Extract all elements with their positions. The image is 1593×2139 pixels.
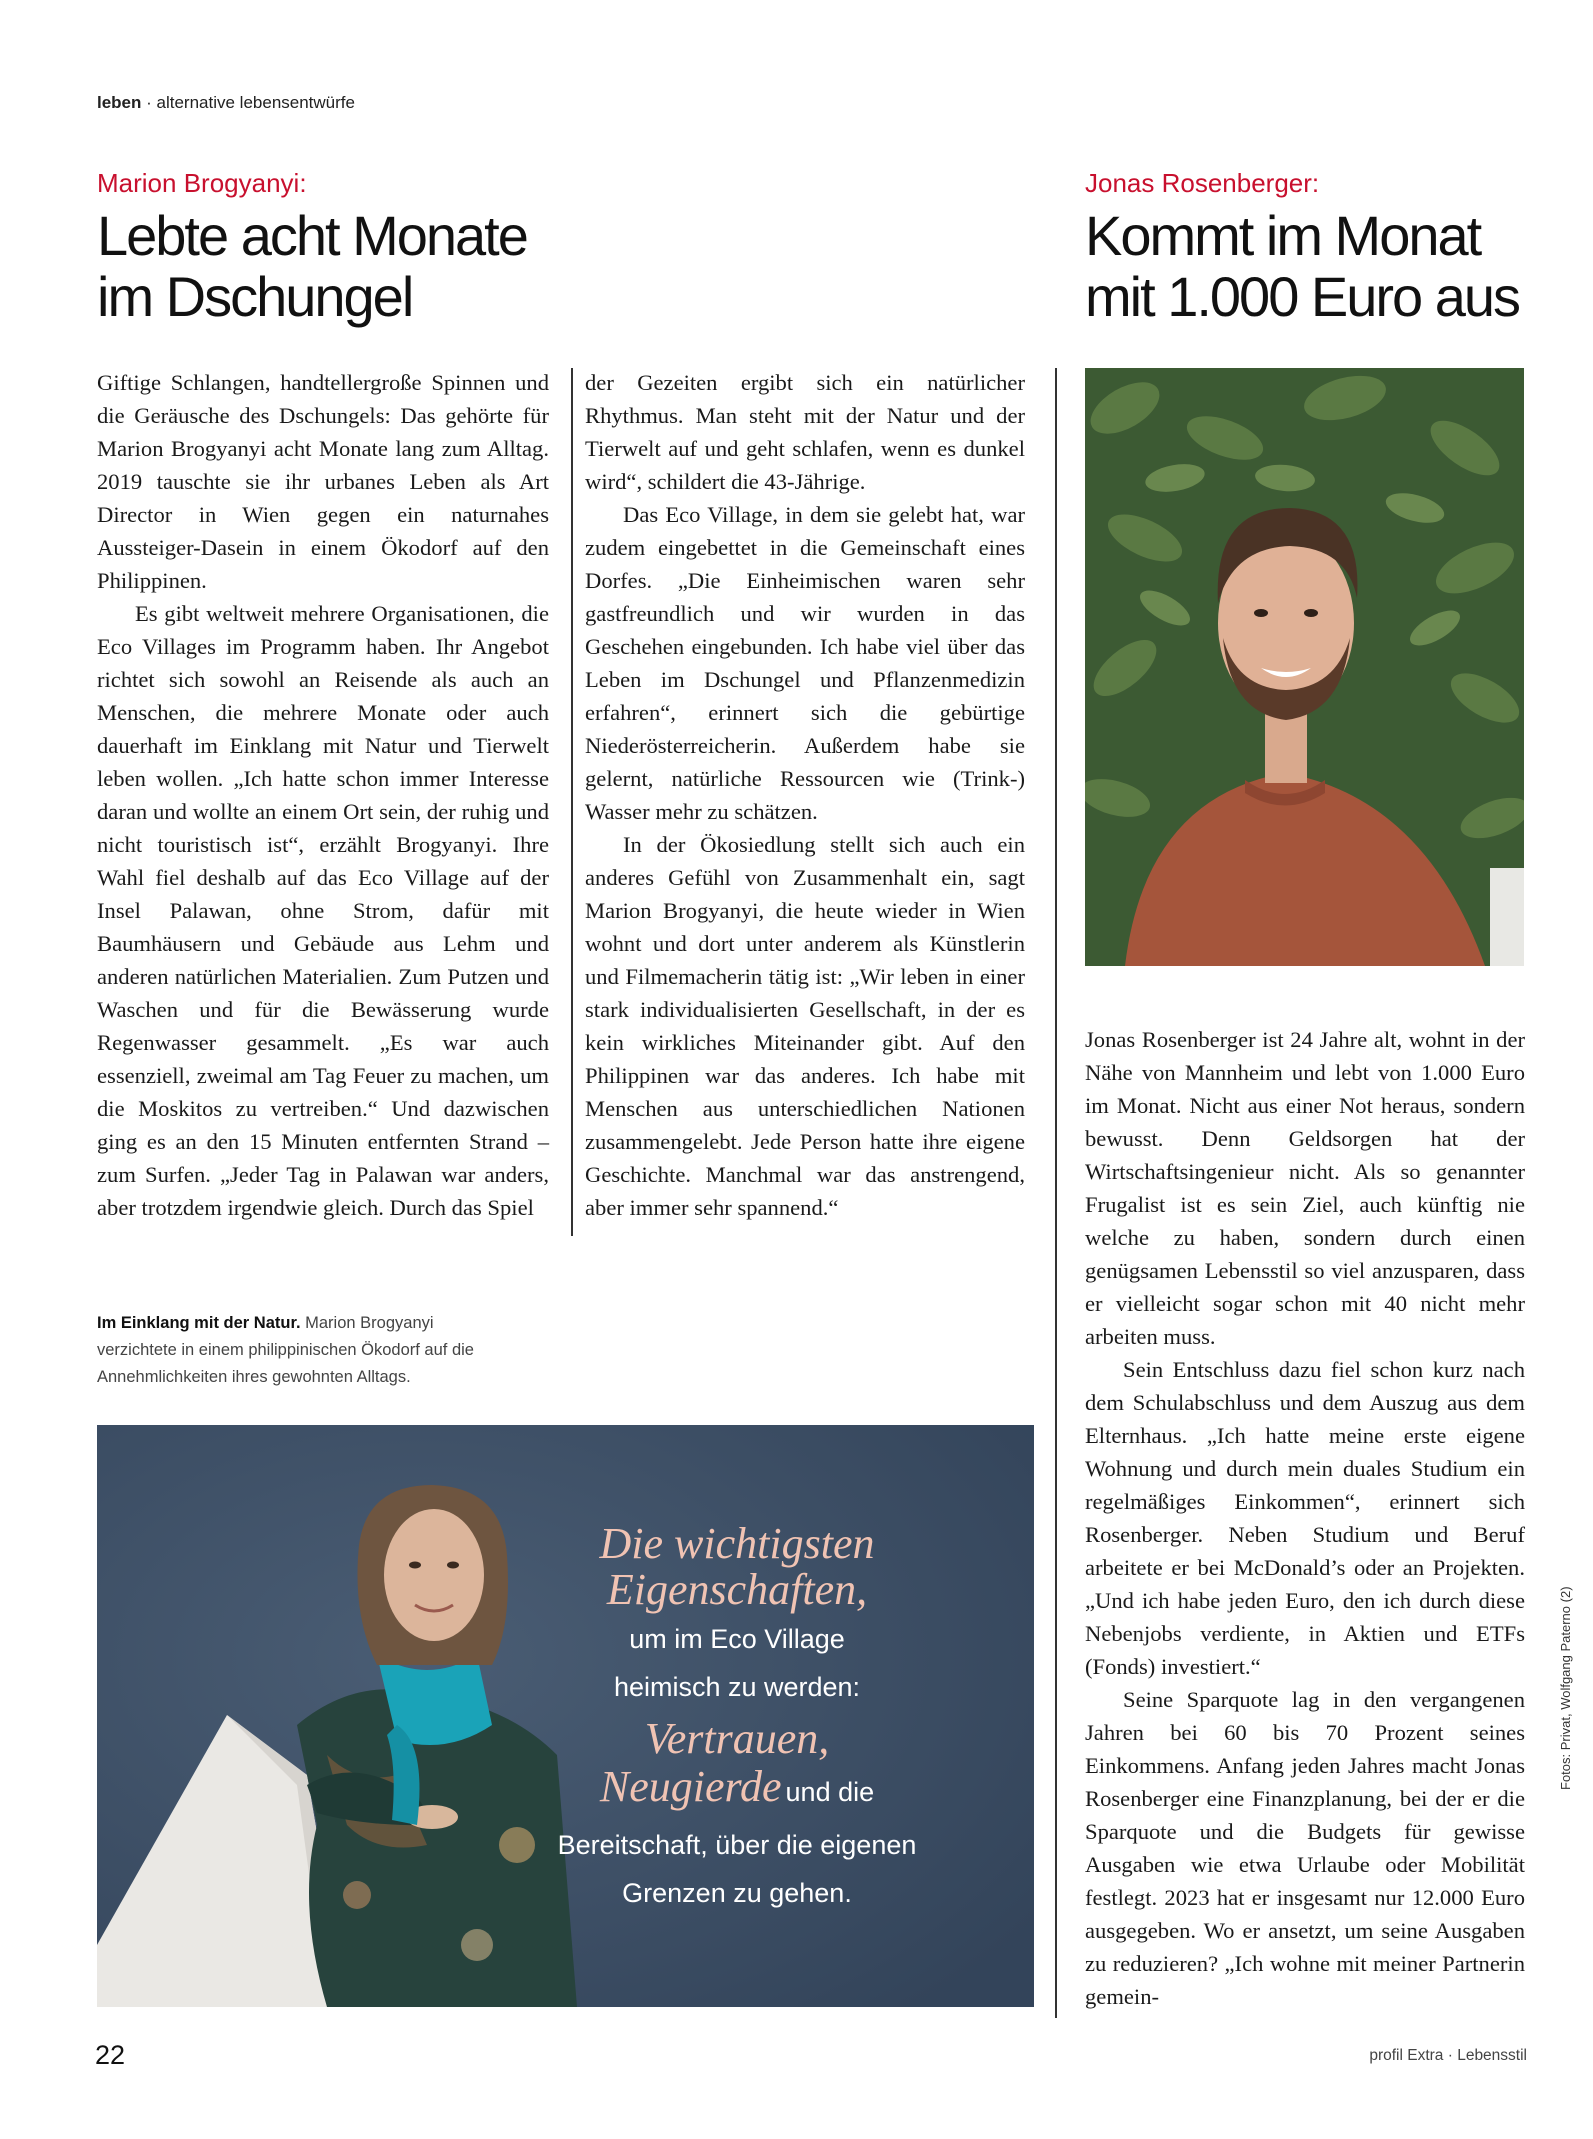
quote-line5: Vertrauen,	[644, 1714, 830, 1763]
left-kicker: Marion Brogyanyi:	[97, 168, 307, 198]
left-headline-line1: Lebte acht Monate	[97, 204, 527, 267]
left-column-2	[585, 366, 1025, 1224]
quote-line4: heimisch zu werden:	[613, 1672, 861, 1702]
quote-line2: Eigenschaften,	[606, 1565, 868, 1614]
paragraph: Seine Sparquote lag in den vergangenen Jahren bei 60 bis 70 Prozent seines Einkommens. Anfang jeden Jahres macht Jonas Rosenberger eine Finanzplanung, bei der er die Sparquote und die Budgets für gewisse Ausgaben wie etwa Urlaube oder Mobilität festlegt. 2023 hat er insgesamt nur 12.000 Euro ausgegeben. Wo er ansetzt, um seine Ausgaben zu reduzieren? „Ich wohne mit meiner Partnerin gemein-	[1085, 1687, 1525, 2009]
quote-line8: Grenzen zu gehen.	[622, 1878, 852, 1908]
left-story-header	[97, 168, 527, 327]
caption-bold: Im Einklang mit der Natur.	[97, 1314, 301, 1332]
paragraph: In der Ökosiedlung stellt sich auch ein anderes Gefühl von Zusammenhalt ein, sagt Marion Brogyanyi, die heute wieder in Wien wohnt und dort unter anderem als Künstlerin und Filmemacherin tätig ist: „Wir leben in einer stark individualisierten Gesellschaft, in der es kein wirkliches Miteinander gibt. Auf den Philippinen war das anderes. Ich habe mit Menschen aus unterschiedlichen Nationen zusammengelebt. Jede Person hatte ihre eigene Geschichte. Manchmal war das anstrengend, aber immer sehr spannend.“	[585, 832, 1025, 1220]
paragraph: Jonas Rosenberger ist 24 Jahre alt, wohnt in der Nähe von Mannheim und lebt von 1.000 Euro im Monat. Nicht aus einer Not heraus, sondern bewusst. Denn Geldsorgen hat der Wirtschaftsingenieur nicht. Als so genannter Frugalist ist es sein Ziel, auch künftig nie welche zu haben, sondern durch einen genügsamen Lebensstil so viel anzusparen, dass er vielleicht sogar schon mit 40 nicht mehr arbeiten muss.	[1085, 1027, 1525, 1349]
jonas-portrait-image	[1085, 368, 1524, 966]
right-headline-line1: Kommt im Monat	[1085, 204, 1481, 267]
paragraph: Sein Entschluss dazu fiel schon kurz nach dem Schulabschluss und dem Auszug aus dem Elternhaus. „Ich hatte meine erste eigene Wohnung und durch mein duales Studium ein regelmäßiges Einkommen“, erinnert sich Rosenberger. Neben Studium und Beruf arbeitete er bei McDonald’s oder an Projekten. „Und ich habe jeden Euro, den ich durch diese Nebenjobs verdiente, in Aktien und ETFs (Fonds) investiert.“	[1085, 1357, 1525, 1679]
quote-line1: Die wichtigsten	[599, 1519, 875, 1568]
paragraph: Es gibt weltweit mehrere Organisationen, die Eco Villages im Programm haben. Ihr Angebot richtet sich sowohl an Reisende als auch an Menschen, die mehrere Monate oder auch dauerhaft im Einklang mit Natur und Tierwelt leben wollen. „Ich hatte schon immer Interesse daran und wollte an einem Ort sein, der ruhig und nicht touristisch ist“, erzählt Brogyanyi. Ihre Wahl fiel deshalb auf das Eco Village auf der Insel Palawan, ohne Strom, dafür mit Baumhäusern und Gebäude aus Lehm und anderen natürlichen Materialien. Zum Putzen und Waschen und für die Bewässerung wurde Regenwasser gesammelt. „Es war auch essenziell, zweimal am Tag Feuer zu machen, um die Moskitos zu vertreiben.“ Und dazwischen ging es an den 15 Minuten entfernten Strand – zum Surfen. „Jeder Tag in Palawan war anders, aber trotzdem irgendwie gleich. Durch das Spiel	[97, 601, 549, 1220]
quote-line6b: und die	[785, 1777, 875, 1807]
photo-caption	[97, 1310, 507, 1391]
paragraph: Giftige Schlangen, handtellergroße Spinnen und die Geräusche des Dschungels: Das gehörte für Marion Brogyanyi acht Monate lang zum Alltag. 2019 tauschte sie ihr urbanes Leben als Art Director in Wien gegen ein naturnahes Aussteiger-Dasein in einem Ökodorf auf den Philippinen.	[97, 370, 549, 593]
right-headline-line2: mit 1.000 Euro aus	[1085, 265, 1520, 328]
quote-line6	[517, 1763, 957, 1821]
photo-credit: Fotos: Privat, Wolfgang Paterno (2)	[1558, 1586, 1573, 1790]
quote-line6a: Neugierde	[599, 1762, 782, 1811]
publication-footer: profil Extra · Lebensstil	[1369, 2047, 1527, 2064]
column-divider	[571, 368, 573, 1236]
right-column-divider	[1055, 368, 1057, 2018]
quote-line7: Bereitschaft, über die eigenen	[557, 1830, 917, 1860]
paragraph: Das Eco Village, in dem sie gelebt hat, war zudem eingebettet in die Gemeinschaft eines Dorfes. „Die Einheimischen waren sehr gastfreundlich und wir wurden in das Geschehen eingebunden. Ich habe viel über das Leben im Dschungel und Pflanzenmedizin erfahren“, erinnert sich die gebürtige Niederösterreicherin. Außerdem habe sie gelernt, natürliche Ressourcen wie (Trink-) Wasser mehr zu schätzen.	[585, 502, 1025, 824]
quote-text	[517, 1521, 957, 1917]
paragraph: der Gezeiten ergibt sich ein natürlicher Rhythmus. Man steht mit der Natur und der Tierwelt auf und geht schlafen, wenn es dunkel wird“, schildert die 43-Jährige.	[585, 370, 1025, 494]
quote-line3: um im Eco Village	[629, 1624, 845, 1654]
section-name: leben	[97, 93, 142, 112]
section-label: leben · alternative lebensentwürfe	[97, 93, 355, 112]
page-number: 22	[95, 2040, 126, 2070]
left-headline	[97, 205, 527, 327]
subsection-name: alternative lebensentwürfe	[156, 93, 355, 112]
right-kicker: Jonas Rosenberger:	[1085, 168, 1320, 198]
right-story-header	[1085, 168, 1519, 327]
right-column	[1085, 1023, 1525, 2013]
left-headline-line2: im Dschungel	[97, 265, 413, 328]
quote-box	[97, 1425, 1034, 2007]
right-headline	[1085, 205, 1519, 327]
caption-text: Marion Brogyanyi verzichtete in einem philippinischen Ökodorf auf die Annehmlichkeiten ihres gewohnten Alltags.	[97, 1314, 474, 1386]
left-column-1	[97, 366, 549, 1224]
